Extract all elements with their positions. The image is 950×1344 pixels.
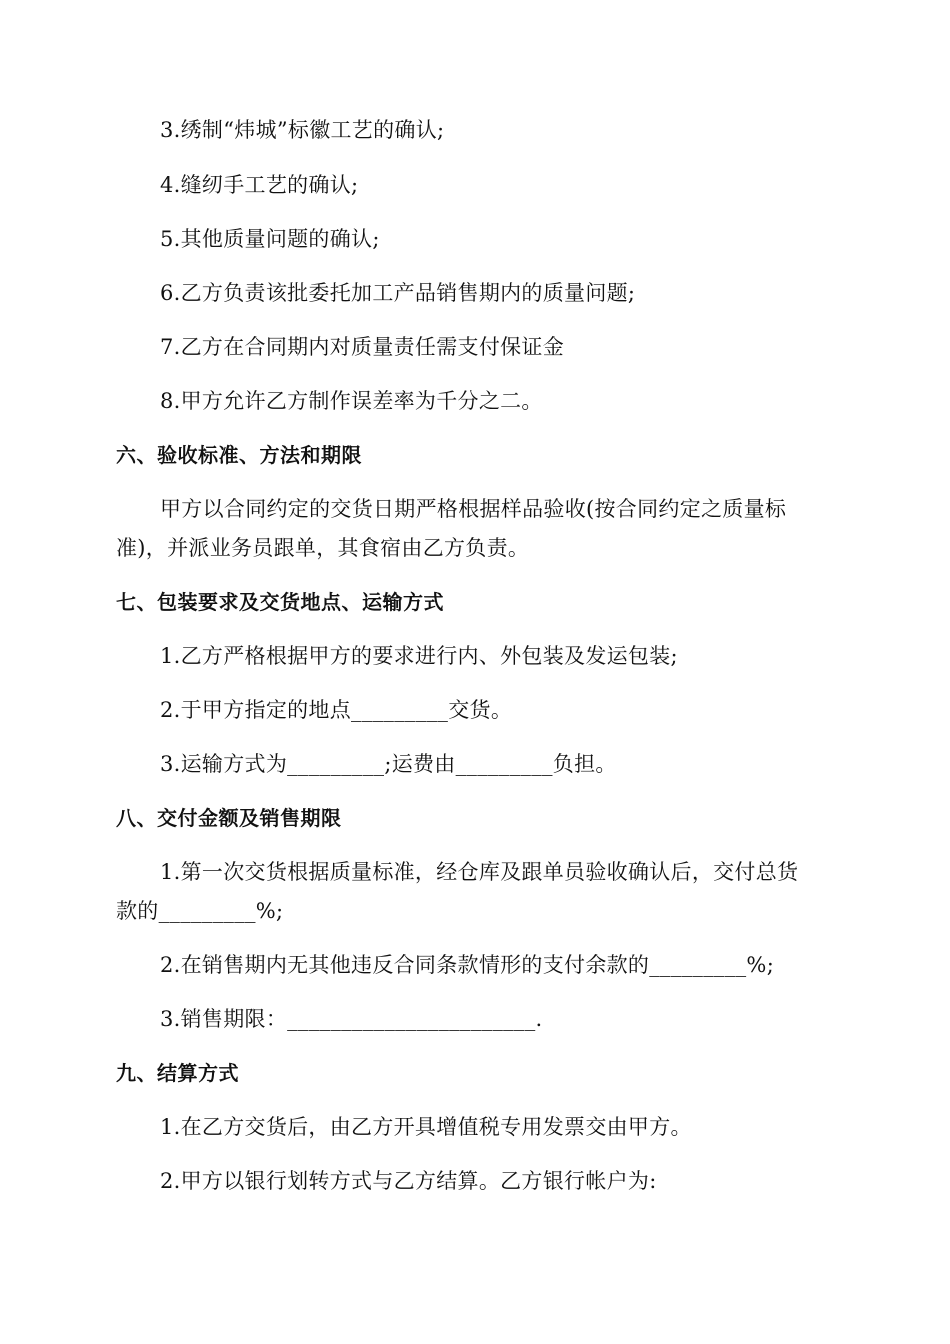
section-8-item-2: 2.在销售期内无其他违反合同条款情形的支付余款的_________%;: [160, 953, 775, 977]
quality-item-6: 6.乙方负责该批委托加工产品销售期内的质量问题;: [160, 281, 636, 305]
section-8-item-1-line-1: 1.第一次交货根据质量标准，经仓库及跟单员验收确认后，交付总货: [160, 860, 799, 884]
section-8-heading: 八、交付金额及销售期限: [116, 806, 342, 830]
section-9-item-1: 1.在乙方交货后，由乙方开具增值税专用发票交由甲方。: [160, 1115, 692, 1139]
quality-item-4: 4.缝纫手工艺的确认;: [160, 173, 359, 197]
quality-item-5: 5.其他质量问题的确认;: [160, 227, 380, 251]
section-6-heading: 六、验收标准、方法和期限: [116, 443, 362, 467]
section-9-item-2: 2.甲方以银行划转方式与乙方结算。乙方银行帐户为:: [160, 1169, 657, 1193]
section-8-item-3: 3.销售期限：_______________________.: [160, 1007, 543, 1031]
section-7-item-3: 3.运输方式为_________;运费由_________负担。: [160, 752, 617, 776]
section-7-item-1: 1.乙方严格根据甲方的要求进行内、外包装及发运包装;: [160, 644, 678, 668]
section-7-item-2: 2.于甲方指定的地点_________交货。: [160, 698, 513, 722]
quality-item-8: 8.甲方允许乙方制作误差率为千分之二。: [160, 389, 543, 413]
section-7-heading: 七、包装要求及交货地点、运输方式: [116, 590, 444, 614]
quality-item-7: 7.乙方在合同期内对质量责任需支付保证金: [160, 335, 565, 359]
section-9-heading: 九、结算方式: [116, 1061, 239, 1085]
section-8-item-1-line-2: 款的_________%;: [116, 899, 284, 923]
section-6-paragraph-line-2: 准)，并派业务员跟单，其食宿由乙方负责。: [116, 536, 530, 560]
quality-item-3: 3.绣制“炜城”标徽工艺的确认;: [160, 118, 445, 142]
section-6-paragraph-line-1: 甲方以合同约定的交货日期严格根据样品验收(按合同约定之质量标: [160, 497, 787, 521]
